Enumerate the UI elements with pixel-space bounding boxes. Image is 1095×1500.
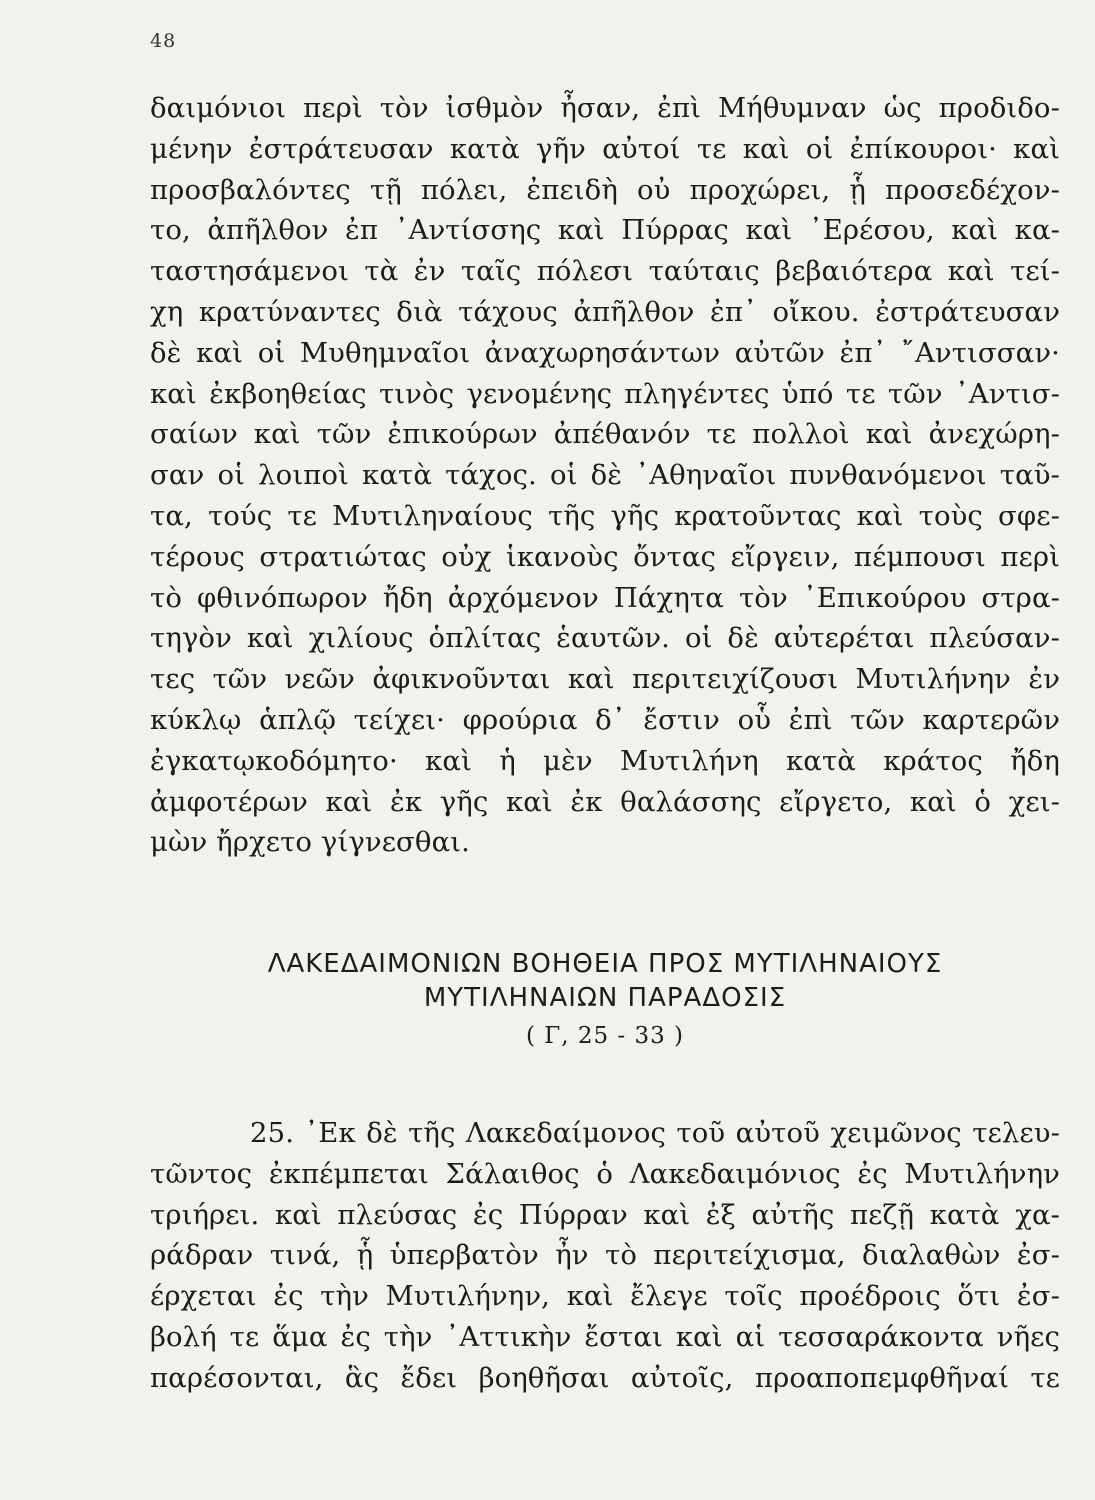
section-heading [150,947,1060,1053]
text-line: κύκλῳ ἁπλῷ τείχει· φρούρια δ᾿ ἔστιν οὗ ἐπὶ τῶν καρτερῶν [150,703,1061,736]
text-line: έρχεται ἐς τὴν Μυτιλήνην, καὶ ἔλεγε τοῖς προέδροις ὅτι ἐσ- [150,1280,1060,1313]
text-line: ἐγκατῳκοδόμητο· καὶ ἡ μὲν Μυτιλήνη κατὰ κράτος ἤδη [150,744,1060,777]
text-line: τηγὸν καὶ χιλίους ὁπλίτας ἑαυτῶν. οἱ δὲ αὐτερέται πλεύσαν- [150,622,1061,655]
text-line: το, ἀπῆλθον ἐπ ᾿Αντίσσης καὶ Πύρρας καὶ ᾿Ερέσου, καὶ κα- [150,214,1061,247]
text-line: χη κρατύναντες διὰ τάχους ἀπῆλθον ἐπ᾿ οἴκου. ἐστράτευσαν [150,295,1061,328]
text-line: προσβαλόντες τῇ πόλει, ἐπειδὴ οὐ προχώρει, ᾗ προσεδέχον- [150,173,1060,206]
text-line: δαιμόνιοι περὶ τὸν ἰσθμὸν ἦσαν, ἐπὶ Μήθυμναν ὡς προδιδο- [150,92,1060,124]
text-line: τες τῶν νεῶν ἀφικνοῦνται καὶ περιτειχίζουσι Μυτιλήνην ἐν [150,663,1061,696]
heading-line-1: ΛΑΚΕΔΑΙΜΟΝΙΩΝ ΒΟΗΘΕΙΑ ΠΡΟΣ ΜΥΤΙΛΗΝΑΙΟΥΣ [267,949,943,979]
paragraph-1 [150,88,1060,863]
text-line: σαίων καὶ τῶν ἐπικούρων ἀπέθανόν τε πολλοὶ καὶ ἀνεχώρη- [150,418,1060,451]
text-line: ἀμφοτέρων καὶ ἐκ γῆς καὶ ἐκ θαλάσσης εἴργετο, καὶ ὁ χει- [150,785,1061,818]
text-line: ταστησάμενοι τὰ ἐν ταῖς πόλεσι ταύταις βεβαιότερα καὶ τεί- [150,255,1060,288]
text-line: τριήρει. καὶ πλεύσας ἐς Πύρραν καὶ ἐξ αὐτῆς πεζῇ κατὰ χα- [150,1198,1061,1231]
text-line: βολή τε ἅμα ἐς τὴν ᾿Αττικὴν ἔσται καὶ αἱ τεσσαράκοντα νῆες [150,1320,1061,1353]
text-line: σαν οἱ λοιποὶ κατὰ τάχος. οἱ δὲ ᾿Αθηναῖοι πυνθανόμενοι ταῦ- [150,459,1060,492]
paragraph-2 [150,1113,1060,1399]
page-number: 48 [150,30,177,52]
text-line: δὲ καὶ οἱ Μυθημναῖοι ἀναχωρησάντων αὐτῶν ἐπ᾿ ῎Αντισσαν· [150,336,1061,369]
heading-reference: ( Γ, 25 - 33 ) [525,1023,685,1049]
text-line: μένην ἐστράτευσαν κατὰ γῆν αὐτοί τε καὶ οἱ ἐπίκουροι· καὶ [150,132,1061,165]
text-line: παρέσονται, ἃς ἔδει βοηθῆσαι αὐτοῖς, προαποπεμφθῆναί τε [150,1361,1060,1394]
text-line: ράδραν τινά, ᾗ ὑπερβατὸν ἦν τὸ περιτείχισμα, διαλαθὼν ἐσ- [150,1239,1060,1272]
heading-line-2: ΜΥΤΙΛΗΝΑΙΩΝ ΠΑΡΑΔΟΣΙΣ [423,983,787,1013]
text-line: τῶντος ἐκπέμπεται Σάλαιθος ὁ Λακεδαιμόνιος ἐς Μυτιλήνην [150,1157,1060,1190]
text-line: μὼν ἤρχετο γίγνεσθαι. [150,826,470,859]
text-line: τέρους στρατιώτας οὐχ ἱκανοὺς ὄντας εἴργειν, πέμπουσι περὶ [150,540,1060,573]
text-line: καὶ ἐκβοηθείας τινὸς γενομένης πληγέντες ὑπό τε τῶν ᾿Αντισ- [150,377,1061,410]
text-line: 25. ᾿Εκ δὲ τῆς Λακεδαίμονος τοῦ αὐτοῦ χειμῶνος τελευ- [250,1117,1060,1149]
text-line: τὸ φθινόπωρον ἤδη ἀρχόμενον Πάχητα τὸν ᾿Επικούρου στρα- [150,581,1061,614]
text-line: τα, τούς τε Μυτιληναίους τῆς γῆς κρατοῦντας καὶ τοὺς σφε- [150,499,1061,532]
